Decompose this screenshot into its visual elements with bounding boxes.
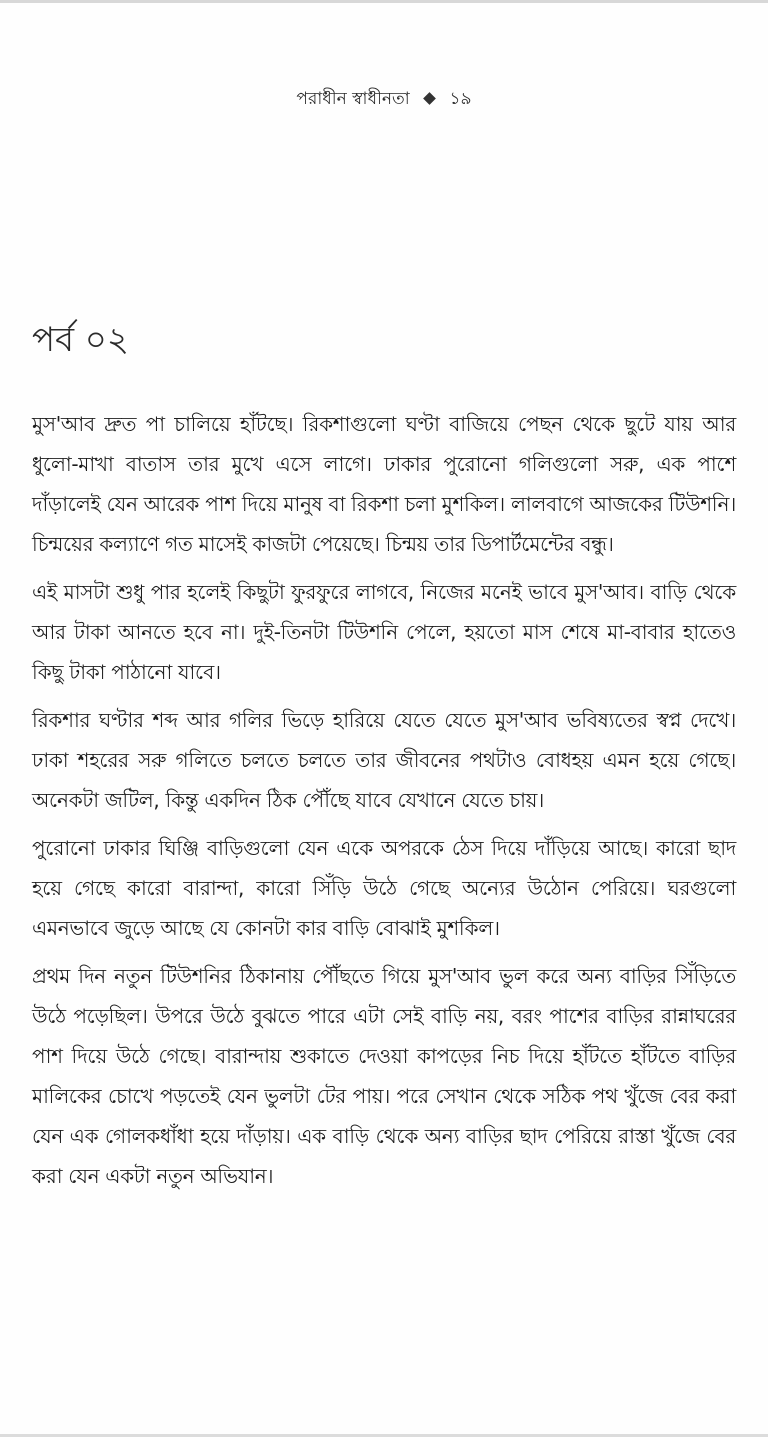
book-title: পরাধীন স্বাধীনতা <box>296 89 410 109</box>
page-top-edge <box>0 0 768 3</box>
paragraph: প্রথম দিন নতুন টিউশনির ঠিকানায় পৌঁছতে গিয়ে মুস'আব ভুল করে অন্য বাড়ির সিঁড়িতে উঠে পড়েছিল। উপরে উঠে বুঝতে পারে এটা সেই বাড়ি নয়, বরং পাশের বাড়ির রান্নাঘরের পাশ দিয়ে উঠে গেছে। বারান্দায় শুকাতে দেওয়া কাপড়ের নিচ দিয়ে হাঁটতে হাঁটতে বাড়ির মালিকের চোখে পড়তেই যেন ভুলটা টের পায়। পরে সেখান থেকে সঠিক পথ খুঁজে বের করা যেন এক গোলকধাঁধা হয়ে দাঁড়ায়। এক বাড়ি থেকে অন্য বাড়ির ছাদ পেরিয়ে রাস্তা খুঁজে বের করা যেন একটা নতুন অভিযান। <box>32 964 736 1188</box>
paragraph: পুরোনো ঢাকার ঘিঞ্জি বাড়িগুলো যেন একে অপরকে ঠেস দিয়ে দাঁড়িয়ে আছে। কারো ছাদ হয়ে গেছে কারো বারান্দা, কারো সিঁড়ি উঠে গেছে অন্যের উঠোন পেরিয়ে। ঘরগুলো এমনভাবে জুড়ে আছে যে কোনটা কার বাড়ি বোঝাই মুশকিল। <box>32 836 736 940</box>
running-header <box>0 86 768 112</box>
paragraph: এই মাসটা শুধু পার হলেই কিছুটা ফুরফুরে লাগবে, নিজের মনেই ভাবে মুস'আব। বাড়ি থেকে আর টাকা আনতে হবে না। দুই-তিনটা টিউশনি পেলে, হয়তো মাস শেষে মা-বাবার হাতেও কিছু টাকা পাঠানো যাবে। <box>32 580 736 684</box>
paragraph: মুস'আব দ্রুত পা চালিয়ে হাঁটছে। রিকশাগুলো ঘণ্টা বাজিয়ে পেছন থেকে ছুটে যায় আর ধুলো-মাখা বাতাস তার মুখে এসে লাগে। ঢাকার পুরোনো গলিগুলো সরু, এক পাশে দাঁড়ালেই যেন আরেক পাশ দিয়ে মানুষ বা রিকশা চলা মুশকিল। লালবাগে আজকের টিউশনি। চিন্ময়ের কল্যাণে গত মাসেই কাজটা পেয়েছে। চিন্ময় তার ডিপার্টমেন্টের বন্ধু। <box>32 412 736 556</box>
page-number: ১৯ <box>449 89 472 109</box>
chapter-title: পর্ব ০২ <box>32 320 130 360</box>
paragraph: রিকশার ঘণ্টার শব্দ আর গলির ভিড়ে হারিয়ে যেতে যেতে মুস'আব ভবিষ্যতের স্বপ্ন দেখে। ঢাকা শহরের সরু গলিতে চলতে চলতে তার জীবনের পথটাও বোধহয় এমন হয়ে গেছে। অনেকটা জটিল, কিন্তু একদিন ঠিক পৌঁছে যাবে যেখানে যেতে চায়। <box>32 708 736 812</box>
diamond-icon <box>423 92 436 105</box>
body-text <box>32 404 736 1204</box>
